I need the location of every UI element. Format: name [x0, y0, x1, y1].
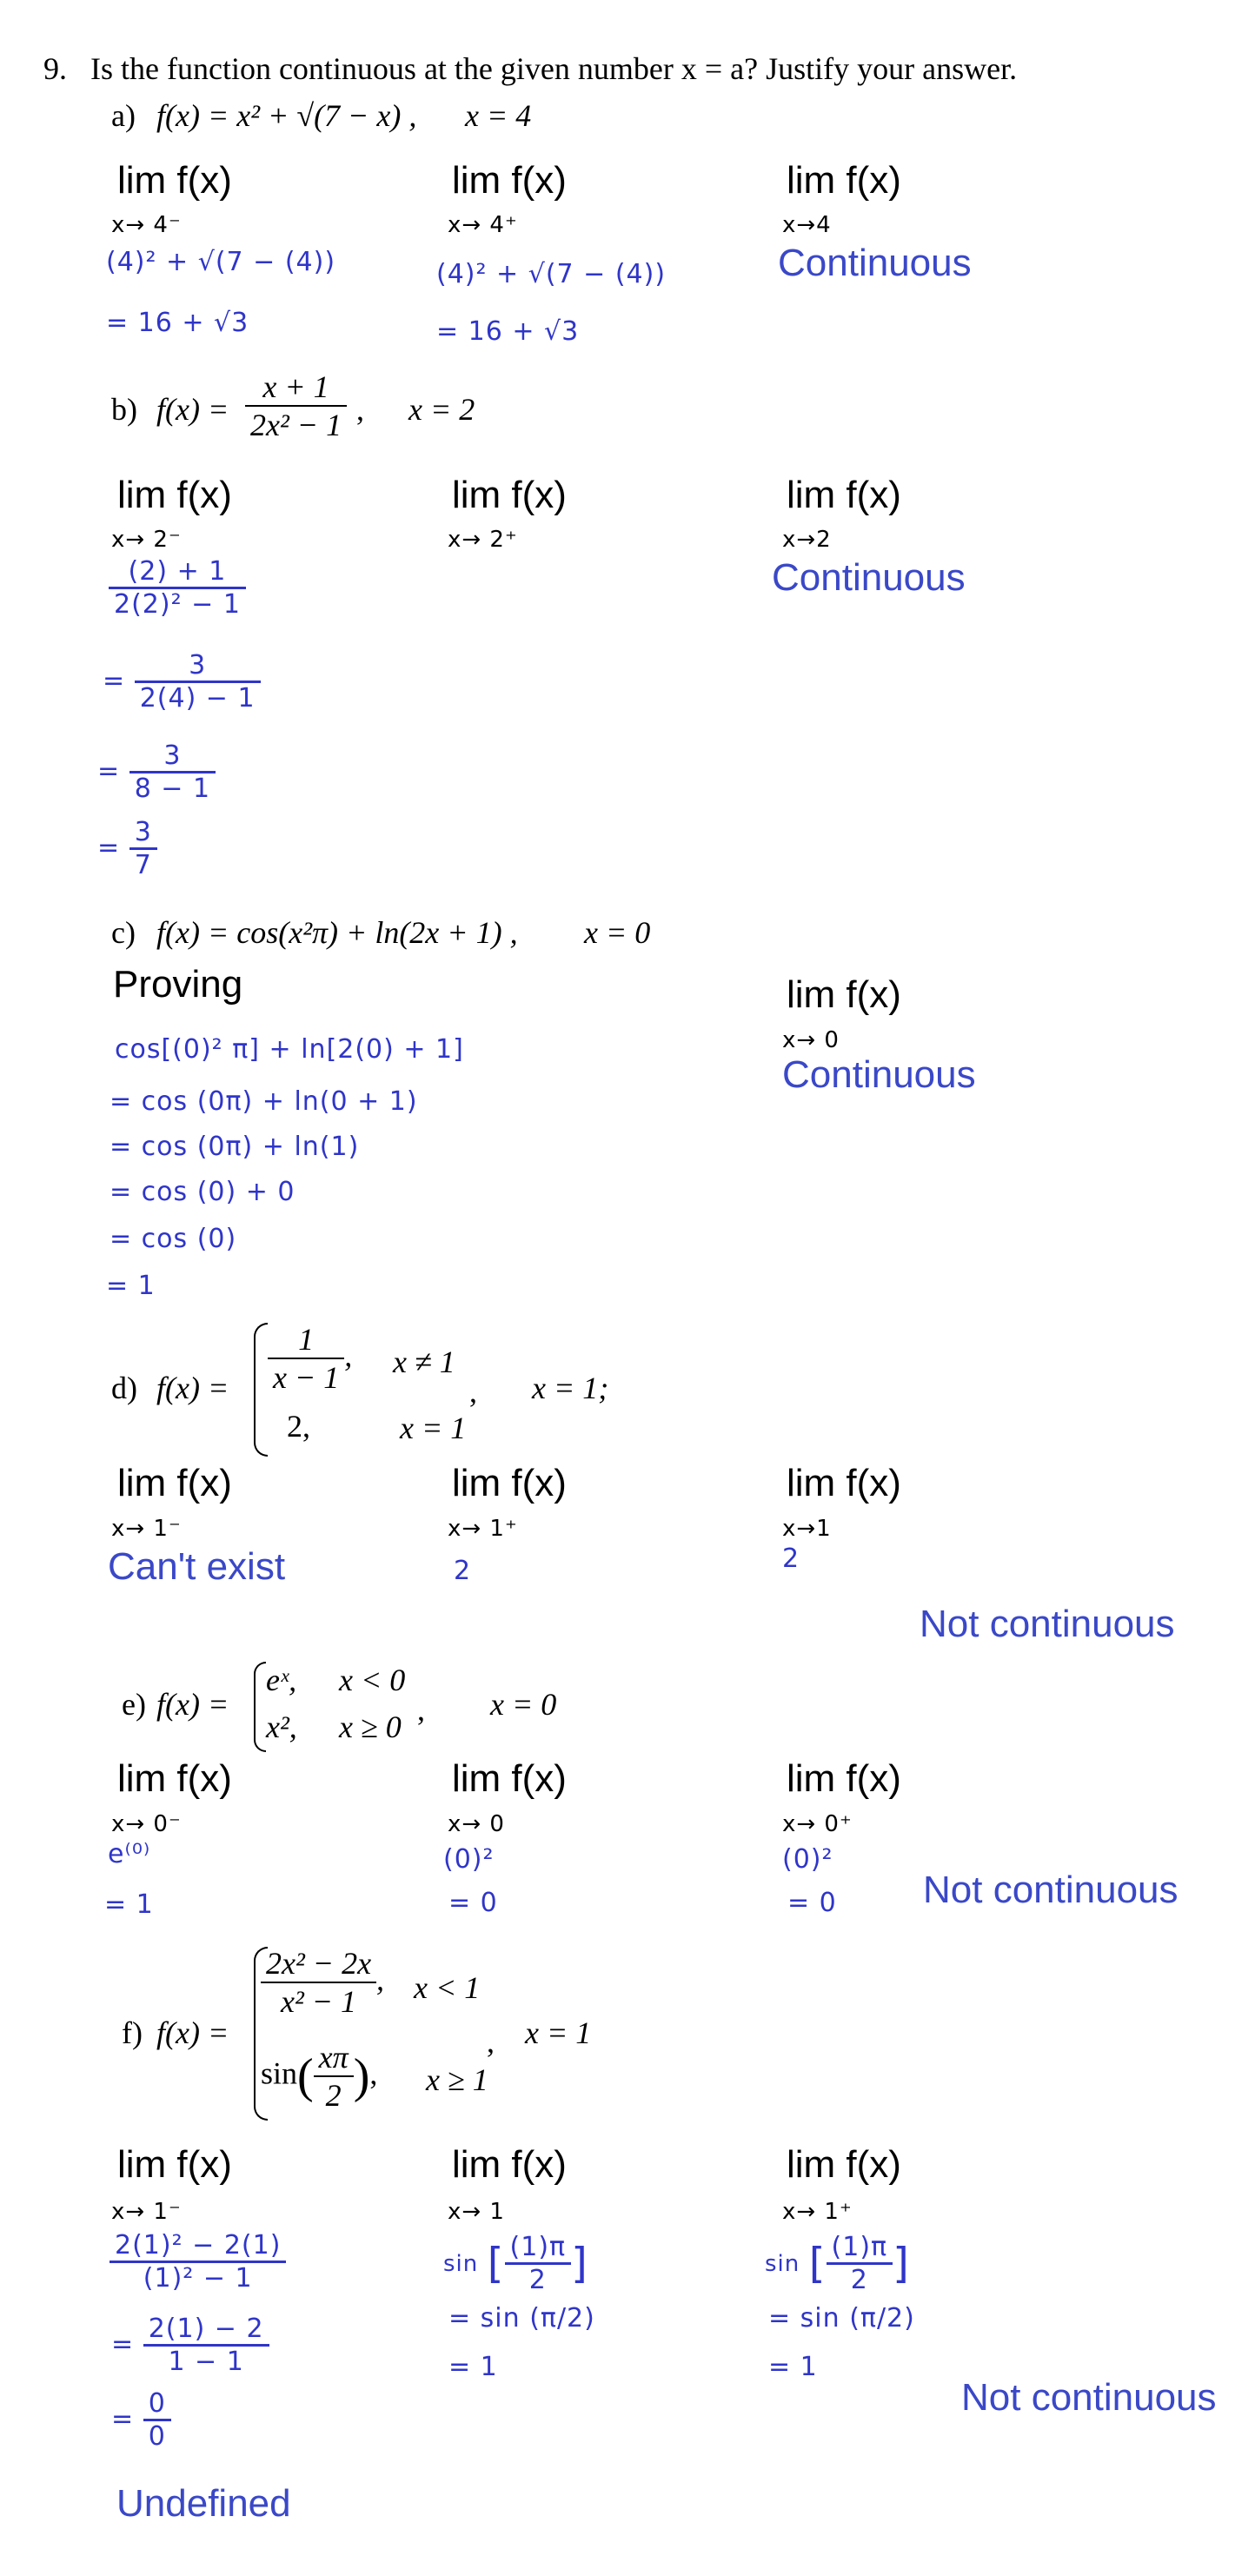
part-f-lim-left: lim f(x) [117, 2143, 232, 2186]
part-c-step-6: = 1 [106, 1271, 156, 1301]
part-f-lim-mid: lim f(x) [452, 2143, 567, 2186]
part-e-right-line2: = 0 [787, 1888, 837, 1918]
part-c-label: c) [111, 915, 136, 950]
part-f-left-frac1: $\frac{\text{2(1)² − 2(1)}}{\text{(1)² − 1}}$ [110, 2230, 286, 2294]
part-e-case1-value: eˣ, [266, 1663, 297, 1697]
part-d-sub-left: x→ 1⁻ [111, 1516, 182, 1542]
part-f-mid-line2: = sin (π/2) [448, 2303, 595, 2334]
part-e-right-line1: (0)² [782, 1844, 833, 1875]
part-c-sub-two-sided: x→ 0 [782, 1027, 840, 1053]
part-d-brace [254, 1323, 268, 1457]
part-f-left-note: Undefined [116, 2482, 291, 2525]
part-e-case2-cond: x ≥ 0 [339, 1710, 402, 1744]
question-number: 9. [43, 51, 67, 86]
part-d-answer: Not continuous [920, 1603, 1175, 1645]
part-a-right-line2: = 16 + √3 [436, 316, 580, 347]
part-b-point: x = 2 [408, 392, 475, 427]
part-c-function: f(x) = cos(x²π) + ln(2x + 1) , [156, 915, 518, 950]
part-f-left-frac2: $\frac{2(1) - 2}{1 - 1}$ [143, 2314, 269, 2377]
part-f-mid-line3: = 1 [448, 2352, 498, 2382]
part-d-two-sided-value: 2 [782, 1544, 800, 1574]
part-d-lim-two-sided: lim f(x) [787, 1462, 901, 1504]
part-b-lim-two-sided: lim f(x) [787, 474, 901, 516]
part-f-lim-right: lim f(x) [787, 2143, 901, 2186]
part-e-lim-left: lim f(x) [117, 1757, 232, 1800]
part-f-case1-fraction: $\frac{\text{2x² − 2x}}{\text{x² − 1}}$ [261, 1945, 376, 2020]
part-d-function-lhs: f(x) = [156, 1371, 229, 1405]
part-c-proving-label: Proving [113, 963, 243, 1006]
part-b-sub-two-sided: x→2 [782, 527, 832, 553]
part-f-point: x = 1 [525, 2015, 592, 2050]
part-c-step-1: cos[(0)² π] + ln[2(0) + 1] [115, 1034, 464, 1065]
part-f-case2-func: sin [261, 2055, 298, 2091]
part-b-lim-right: lim f(x) [452, 474, 567, 516]
part-e-label: e) [122, 1687, 146, 1722]
part-b-sub-left: x→ 2⁻ [111, 527, 182, 553]
part-e-mid-line1: (0)² [443, 1844, 495, 1875]
part-b-left-frac1: $\frac{(2) + 1}{\text{2(2)² − 1}}$ [109, 556, 246, 620]
part-f-left-frac3: $\frac{0}{0}$ [143, 2388, 171, 2452]
part-d-lim-right: lim f(x) [452, 1462, 567, 1504]
part-f-sub-two-sided: x→ 1 [448, 2199, 505, 2225]
part-f-case2-fraction: $\frac{x\pi}{2}$ [314, 2039, 354, 2114]
document-page: 9. Is the function continuous at the given number x = a? Justify your answer. a) f(x) = x² + √(7 − x) , x = 4 lim f(x) x→ 4⁻ (4)² + √(7 − (4)) = 16 + √3 lim f(x) x→ 4⁺ (4)² + √(7 − (4)) = 16 + √3 lim f(x) x→4 Continuous b) f(x) = $\frac{x + 1}{\text{2x² − 1}}$ , x = 2 lim f(x) x→ 2⁻ $\frac{(2) + 1}{\text{2(2)² − 1}}$ = $\frac{3}{2(4) - 1}$ = $\frac{3}{8 - 1}$ = $\frac{3}{7}$ lim f(x) x→ 2⁺ lim f(x) x→2 Continuous c) f(x) = cos(x²π) + ln(2x + 1) , x = 0 Proving cos[(0)² π] + ln[2(0) + 1] = cos (0π) + ln(0 + 1) = cos (0π) + ln(1) = cos (0) + 0 = cos (0) = 1 lim f(x) x→ 0 Continuous d) f(x) = $\frac{1}{x - 1}$ , x ≠ 1 2, x = 1 , x = 1; lim f(x) x→ 1⁻ Can't exist lim f(x) x→ 1⁺ 2 lim f(x) x→1 2 Not continuous e) f(x) = eˣ, x < 0 x², x ≥ 0 , x = 0 lim f(x) x→ 0⁻ e⁽⁰⁾ = 1 lim f(x) x→ 0 (0)² = 0 lim f(x) x→ 0⁺ (0)² = 0 Not continuous f) f(x) = $\frac{\text{2x² − 2x}}{\text{x² − 1}}$ , x < 1 sin( $\frac{x\pi}{2}$ ), x ≥ 1 , x = 1 lim f(x) x→ 1⁻ $\frac{\text{2(1)² − 2(1)}}{\text{(1)² − 1}}$ = $\frac{2(1) - 2}{1 - 1}$ = $\frac{0}{0}$ Undefined lim f(x) x→ 1 sin [ $\frac{(1)\pi}{2}$ ] = sin (π/2) = 1 lim f(x) x→ 1⁺ sin [ $\frac{(1)\pi}{2}$ ] = sin (π/2) = 1 Not continuous [0, 0, 1255, 2576]
part-d-right-value: 2 [454, 1556, 472, 1586]
part-d-case1-cond: x ≠ 1 [393, 1344, 455, 1379]
part-d-left-note: Can't exist [108, 1545, 286, 1588]
part-d-sub-right: x→ 1⁺ [448, 1516, 518, 1542]
part-e-lim-right: lim f(x) [452, 1757, 567, 1800]
question-text: Is the function continuous at the given number x = a? Justify your answer. [90, 51, 1018, 86]
part-d-case1-fraction: $\frac{1}{x - 1}$ [268, 1321, 344, 1396]
part-d-label: d) [111, 1371, 137, 1405]
part-d-lim-left: lim f(x) [117, 1462, 232, 1504]
part-b-left-frac2: $\frac{3}{2(4) - 1}$ [135, 650, 261, 714]
part-b-function-lhs: f(x) = [156, 392, 229, 427]
part-e-left-line1: e⁽⁰⁾ [108, 1839, 151, 1869]
part-b-function-den: 2x² − 1 [245, 405, 347, 443]
part-e-left-line2: = 1 [104, 1889, 154, 1920]
part-f-right-line2: = sin (π/2) [768, 2303, 915, 2334]
part-b-answer: Continuous [772, 556, 966, 599]
part-e-function-lhs: f(x) = [156, 1687, 229, 1722]
part-b-label: b) [111, 392, 137, 427]
part-a-sub-two-sided: x→4 [782, 212, 832, 238]
part-f-function-lhs: f(x) = [156, 2015, 229, 2050]
part-a-sub-left: x→ 4⁻ [111, 212, 182, 238]
part-b-sub-right: x→ 2⁺ [448, 527, 518, 553]
part-a-right-line1: (4)² + √(7 − (4)) [436, 259, 667, 289]
part-e-answer: Not continuous [923, 1869, 1179, 1911]
part-e-point: x = 0 [490, 1687, 557, 1722]
part-b-function-fraction [245, 368, 347, 443]
part-a-lim-right: lim f(x) [452, 159, 567, 202]
part-f-right-line3: = 1 [768, 2352, 818, 2382]
part-c-step-5: = cos (0) [110, 1224, 237, 1254]
part-a-sub-right: x→ 4⁺ [448, 212, 518, 238]
part-e-case1-cond: x < 0 [339, 1663, 406, 1697]
part-c-step-3: = cos (0π) + ln(1) [110, 1132, 360, 1162]
part-a-lim-two-sided: lim f(x) [787, 159, 901, 202]
part-b-lim-left: lim f(x) [117, 474, 232, 516]
part-d-case2-value: 2, [287, 1409, 310, 1444]
part-b-left-frac4: $\frac{3}{7}$ [129, 817, 157, 880]
part-e-sub-right: x→ 0⁺ [782, 1811, 853, 1837]
part-f-answer: Not continuous [961, 2376, 1217, 2419]
part-e-mid-line2: = 0 [448, 1888, 498, 1918]
part-e-brace [254, 1662, 266, 1752]
part-f-sub-right: x→ 1⁺ [782, 2199, 853, 2225]
part-e-sub-left: x→ 0⁻ [111, 1811, 182, 1837]
part-c-point: x = 0 [584, 915, 651, 950]
part-f-mid-frac: $\frac{(1)\pi}{2}$ [505, 2232, 572, 2295]
part-c-step-2: = cos (0π) + ln(0 + 1) [110, 1086, 418, 1117]
part-c-step-4: = cos (0) + 0 [110, 1177, 295, 1207]
part-d-sub-two-sided: x→1 [782, 1516, 832, 1542]
part-d-case2-cond: x = 1 [400, 1411, 467, 1445]
part-f-label: f) [122, 2015, 143, 2050]
part-a-point: x = 4 [465, 98, 532, 133]
part-c-lim-two-sided: lim f(x) [787, 973, 901, 1016]
part-d-point: x = 1; [532, 1371, 609, 1405]
part-a-answer: Continuous [778, 242, 972, 284]
part-b-left-frac3: $\frac{3}{8 - 1}$ [129, 740, 216, 804]
part-a-lim-left: lim f(x) [117, 159, 232, 202]
part-f-right-frac: $\frac{(1)\pi}{2}$ [827, 2232, 893, 2295]
part-a-label: a) [111, 98, 136, 133]
part-e-lim-third: lim f(x) [787, 1757, 901, 1800]
part-f-case1-cond: x < 1 [414, 1970, 481, 2005]
part-a-left-line2: = 16 + √3 [106, 308, 249, 338]
part-c-answer: Continuous [782, 1053, 976, 1096]
part-e-case2-value: x², [266, 1710, 297, 1744]
part-a-left-line1: (4)² + √(7 − (4)) [106, 247, 336, 277]
part-b-function-num: x + 1 [262, 369, 329, 404]
part-f-case2-cond: x ≥ 1 [426, 2062, 488, 2097]
part-e-sub-two-sided: x→ 0 [448, 1811, 505, 1837]
part-a-function: f(x) = x² + √(7 − x) , [156, 98, 417, 133]
part-f-sub-left: x→ 1⁻ [111, 2199, 182, 2225]
